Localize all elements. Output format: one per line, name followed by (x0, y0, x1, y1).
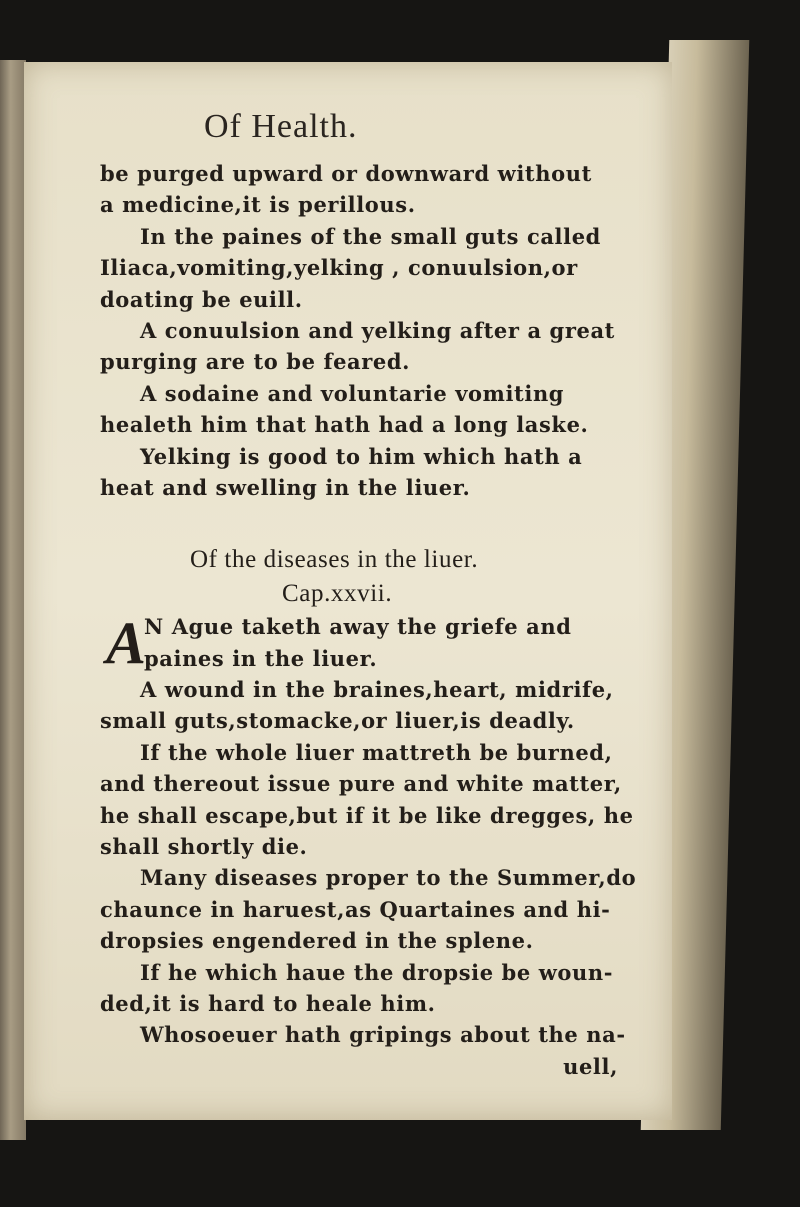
text-line: healeth him that hath had a long laske. (100, 412, 589, 438)
text-line: a medicine,it is perillous. (100, 192, 416, 218)
text-line: A sodaine and voluntarie vomiting (140, 380, 565, 406)
drop-cap: A (106, 610, 147, 677)
text-line: paines in the liuer. (144, 645, 378, 671)
text-line: Iliaca,vomiting,yelking , conuulsion,or (100, 255, 578, 281)
text-line: In the paines of the small guts called (140, 223, 601, 249)
text-line: purging are to be feared. (100, 349, 411, 375)
text-line: If he which haue the dropsie be woun- (140, 959, 614, 985)
text-line: doating be euill. (100, 286, 303, 312)
text-line: ded,it is hard to heale him. (100, 990, 436, 1016)
left-page-edge (0, 60, 26, 1140)
chapter-number: Cap.xxvii. (282, 580, 393, 608)
text-line: Whosoeuer hath gripings about the na- (140, 1022, 626, 1048)
text-line: A wound in the braines,heart, midrife, (140, 677, 614, 703)
text-line: dropsies engendered in the splene. (100, 928, 534, 954)
text-line: Yelking is good to him which hath a (140, 443, 583, 469)
page-text (100, 158, 660, 1082)
text-line: chaunce in haruest,as Quartaines and hi- (100, 896, 611, 922)
text-line-content: N Ague taketh away the griefe and (144, 614, 572, 640)
book-page (24, 62, 672, 1120)
text-line: shall shortly die. (100, 834, 308, 860)
text-line: If the whole liuer mattreth be burned, (140, 739, 613, 765)
text-line: A conuulsion and yelking after a great (140, 317, 615, 343)
text-line: Many diseases proper to the Summer,do (140, 865, 637, 891)
running-head: Of Health. (204, 108, 358, 145)
text-line: small guts,stomacke,or liuer,is deadly. (100, 708, 575, 734)
text-line: and thereout issue pure and white matter, (100, 771, 622, 797)
text-line: heat and swelling in the liuer. (100, 474, 471, 500)
section-gap (100, 503, 660, 543)
catchword: uell, (563, 1053, 618, 1079)
text-line: he shall escape,but if it be like dregges, he (100, 802, 634, 828)
text-line: be purged upward or downward without (100, 161, 592, 186)
section-heading: Of the diseases in the liuer. (190, 546, 479, 574)
